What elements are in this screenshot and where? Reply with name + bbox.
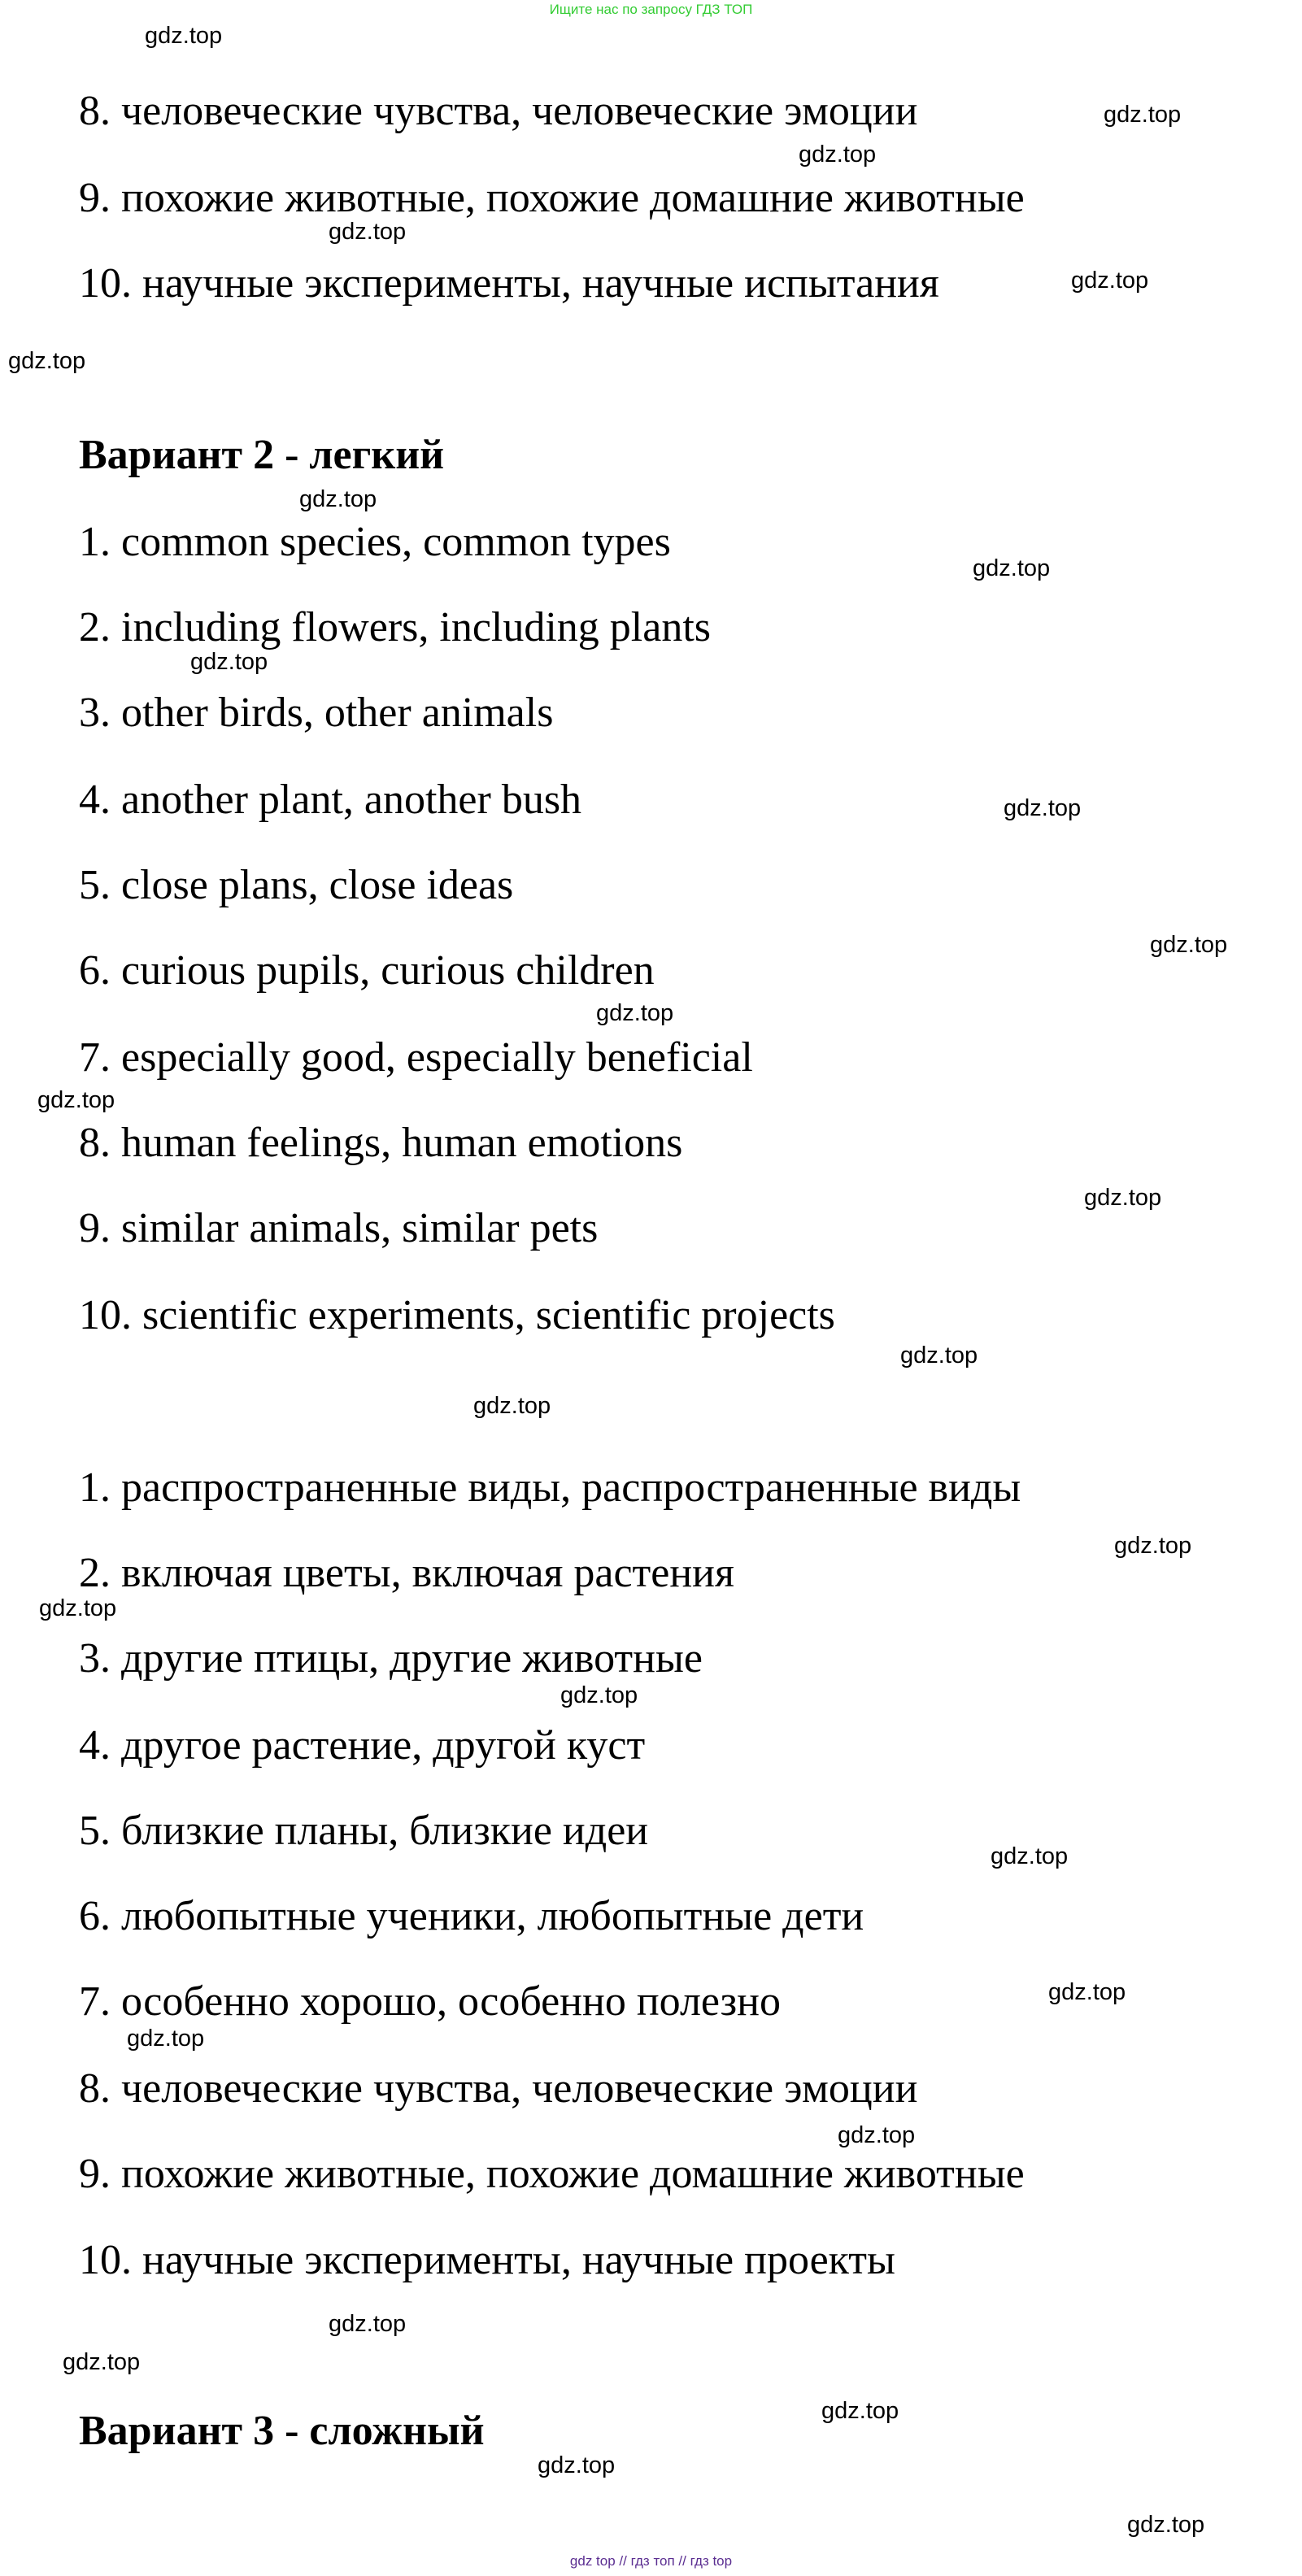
watermark: gdz.top [900, 1342, 978, 1368]
list-item: 10. scientific experiments, scientific projects [79, 1292, 835, 1338]
translation-item: 7. особенно хорошо, особенно полезно [79, 1978, 782, 2025]
list-item: 7. especially good, especially beneficial [79, 1034, 753, 1081]
watermark: gdz.top [63, 2349, 141, 2375]
list-item: 1. common species, common types [79, 519, 671, 565]
list-item: 9. похожие животные, похожие домашние животные [79, 175, 1025, 221]
watermark: gdz.top [1150, 932, 1228, 958]
translation-item: 5. близкие планы, близкие идеи [79, 1808, 649, 1854]
watermark: gdz.top [1084, 1185, 1162, 1211]
footer-links[interactable]: gdz top // гдз топ // гдз top [569, 2553, 733, 2569]
watermark: gdz.top [560, 1682, 638, 1708]
watermark: gdz.top [1114, 1533, 1192, 1559]
list-item: 10. научные эксперименты, научные испытания [79, 260, 939, 307]
list-item: 9. similar animals, similar pets [79, 1205, 599, 1251]
watermark: gdz.top [473, 1393, 551, 1419]
watermark: gdz.top [973, 555, 1051, 581]
list-item: 4. another plant, another bush [79, 777, 582, 823]
watermark: gdz.top [190, 649, 268, 675]
translation-item: 4. другое растение, другой куст [79, 1722, 646, 1769]
translation-item: 3. другие птицы, другие животные [79, 1635, 703, 1682]
translation-item: 2. включая цветы, включая растения [79, 1550, 734, 1596]
search-banner[interactable]: Ищите нас по запросу ГДЗ ТОП [549, 2, 753, 17]
list-item: 5. close plans, close ideas [79, 862, 514, 908]
watermark: gdz.top [838, 2122, 916, 2148]
translation-item: 8. человеческие чувства, человеческие эмоции [79, 2065, 918, 2112]
watermark: gdz.top [1071, 268, 1149, 294]
watermark: gdz.top [1127, 2512, 1205, 2538]
watermark: gdz.top [8, 348, 86, 374]
list-item: 8. human feelings, human emotions [79, 1120, 683, 1166]
list-item: 2. including flowers, including plants [79, 604, 712, 651]
watermark: gdz.top [39, 1595, 117, 1621]
watermark: gdz.top [127, 2026, 205, 2052]
watermark: gdz.top [821, 2398, 899, 2424]
watermark: gdz.top [329, 2311, 407, 2337]
translation-item: 10. научные эксперименты, научные проекты [79, 2237, 895, 2283]
list-item: 6. curious pupils, curious children [79, 947, 655, 994]
variant-3-heading: Вариант 3 - сложный [79, 2408, 485, 2454]
translation-item: 1. распространенные виды, распространенные виды [79, 1464, 1021, 1511]
list-item: 3. other birds, other animals [79, 690, 554, 736]
watermark: gdz.top [799, 141, 877, 168]
variant-2-heading: Вариант 2 - легкий [79, 432, 445, 478]
list-item: 8. человеческие чувства, человеческие эмоции [79, 88, 918, 134]
watermark: gdz.top [991, 1843, 1069, 1869]
watermark: gdz.top [1104, 102, 1182, 128]
translation-item: 9. похожие животные, похожие домашние животные [79, 2151, 1025, 2197]
watermark: gdz.top [329, 219, 407, 245]
watermark: gdz.top [1004, 795, 1082, 821]
watermark: gdz.top [596, 1000, 674, 1026]
watermark: gdz.top [145, 23, 223, 49]
watermark: gdz.top [37, 1087, 115, 1113]
translation-item: 6. любопытные ученики, любопытные дети [79, 1893, 864, 1939]
watermark: gdz.top [1048, 1979, 1126, 2005]
watermark: gdz.top [299, 486, 377, 512]
watermark: gdz.top [538, 2452, 616, 2478]
